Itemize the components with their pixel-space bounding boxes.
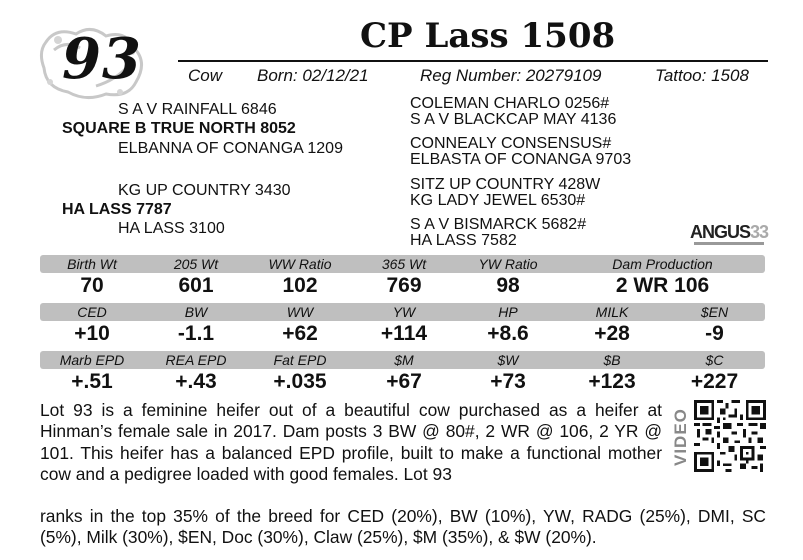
table-header-cell: WW Ratio xyxy=(268,256,332,272)
table-value-cell: +.51 xyxy=(71,370,113,393)
table-header-cell: 365 Wt xyxy=(381,256,427,272)
table-header-cell: $EN xyxy=(700,304,729,320)
table-header-cell: BW xyxy=(184,304,208,320)
table-header-cell: MILK xyxy=(595,304,629,320)
table-value-row xyxy=(40,273,765,299)
pedigree-right-line: S A V BISMARCK 5682# xyxy=(410,216,587,233)
pedigree-right-line: KG LADY JEWEL 6530# xyxy=(410,192,586,209)
table-value-row xyxy=(40,369,765,395)
lot-description-rankings: ranks in the top 35% of the breed for CED (20%), BW (10%), YW, RADG (25%), DMI, SC (5%), Milk (30%), $EN, Doc (30%), Claw (25%), $M (35%), & $W (20%). xyxy=(40,506,766,548)
table-value-cell: -9 xyxy=(705,322,724,345)
table-header-cell: Fat EPD xyxy=(273,352,327,368)
pedigree-sire-sire: S A V RAINFALL 6846 xyxy=(118,101,277,118)
table-header-cell: Birth Wt xyxy=(67,256,117,272)
qr-code[interactable] xyxy=(694,400,766,472)
table-value-cell: +10 xyxy=(74,322,110,345)
pedigree-sire-dam: ELBANNA OF CONANGA 1209 xyxy=(118,140,343,157)
sex-label: Cow xyxy=(188,66,223,85)
pedigree-right-line: SITZ UP COUNTRY 428W xyxy=(410,176,601,193)
table-header-cell: $W xyxy=(497,352,519,368)
table-header-cell: $B xyxy=(603,352,621,368)
table-value-row xyxy=(40,321,765,347)
born-date: Born: 02/12/21 xyxy=(257,66,369,85)
pedigree-right-line: HA LASS 7582 xyxy=(410,232,517,249)
table-value-cell: 769 xyxy=(386,274,422,297)
pedigree-dam-dam: HA LASS 3100 xyxy=(118,220,225,237)
table-header-cell: Dam Production xyxy=(612,256,713,272)
table-value-cell: 98 xyxy=(496,274,520,297)
table-value-cell: +227 xyxy=(690,370,739,393)
table-header-cell: HP xyxy=(498,304,518,320)
angus-logo-tagline xyxy=(694,242,764,245)
epd-table xyxy=(40,255,765,395)
pedigree-right-line: COLEMAN CHARLO 0256# xyxy=(410,95,610,112)
video-link[interactable] xyxy=(668,400,692,470)
table-value-cell: +67 xyxy=(386,370,422,393)
table-value-cell: 601 xyxy=(178,274,214,297)
table-value-cell: +123 xyxy=(588,370,636,393)
table-value-cell: +.035 xyxy=(273,370,327,393)
table-header-row xyxy=(40,351,765,369)
table-header-cell: CED xyxy=(77,304,107,320)
table-value-cell: +28 xyxy=(594,322,630,345)
pedigree-dam-sire: KG UP COUNTRY 3430 xyxy=(118,182,291,199)
table-header-cell: 205 Wt xyxy=(173,256,219,272)
pedigree-dam: HA LASS 7787 xyxy=(62,201,172,218)
table-header-cell: YW Ratio xyxy=(478,256,538,272)
table-header-cell: REA EPD xyxy=(165,352,227,368)
table-value-cell: 70 xyxy=(80,274,104,297)
table-header-row xyxy=(40,303,765,321)
pedigree-right-line: ELBASTA OF CONANGA 9703 xyxy=(410,151,632,168)
table-value-cell: +.43 xyxy=(175,370,217,393)
table-header-cell: $M xyxy=(394,352,414,368)
pedigree-sire: SQUARE B TRUE NORTH 8052 xyxy=(62,120,296,137)
table-header-cell: Marb EPD xyxy=(59,352,125,368)
table-value-cell: -1.1 xyxy=(177,322,215,345)
tattoo: Tattoo: 1508 xyxy=(655,66,749,85)
table-header-cell: YW xyxy=(392,304,416,320)
table-header-cell: WW xyxy=(286,304,314,320)
video-label: VIDEO xyxy=(671,408,690,466)
table-value-cell: +73 xyxy=(490,370,526,393)
lot-description: Lot 93 is a feminine heifer out of a beautiful cow purchased as a heifer at Hinman’s female sale in 2017. Dam posts 3 BW @ 80#, 2 WR @ 106, 2 YR @ 101. This heifer has a balanced EPD profile, built to make a functional mother cow and a pedigree loaded with good females. Lot 93 xyxy=(40,400,662,484)
pedigree-right-line: S A V BLACKCAP MAY 4136 xyxy=(410,111,617,128)
table-value-cell: +8.6 xyxy=(487,322,529,345)
angus-logo: ANGUS33 xyxy=(690,222,769,242)
table-header-cell: $C xyxy=(705,352,724,368)
reg-number: Reg Number: 20279109 xyxy=(420,66,602,85)
pedigree-right-line: CONNEALY CONSENSUS# xyxy=(410,135,612,152)
header-rule xyxy=(178,60,768,62)
table-value-cell: 102 xyxy=(282,274,318,297)
table-value-cell: +62 xyxy=(282,322,318,345)
table-value-cell: 2 WR 106 xyxy=(615,274,710,297)
table-value-cell: +114 xyxy=(380,322,428,345)
table-header-row xyxy=(40,255,765,273)
animal-title: CP Lass 1508 xyxy=(360,16,616,56)
lot-number: 93 xyxy=(62,26,142,92)
